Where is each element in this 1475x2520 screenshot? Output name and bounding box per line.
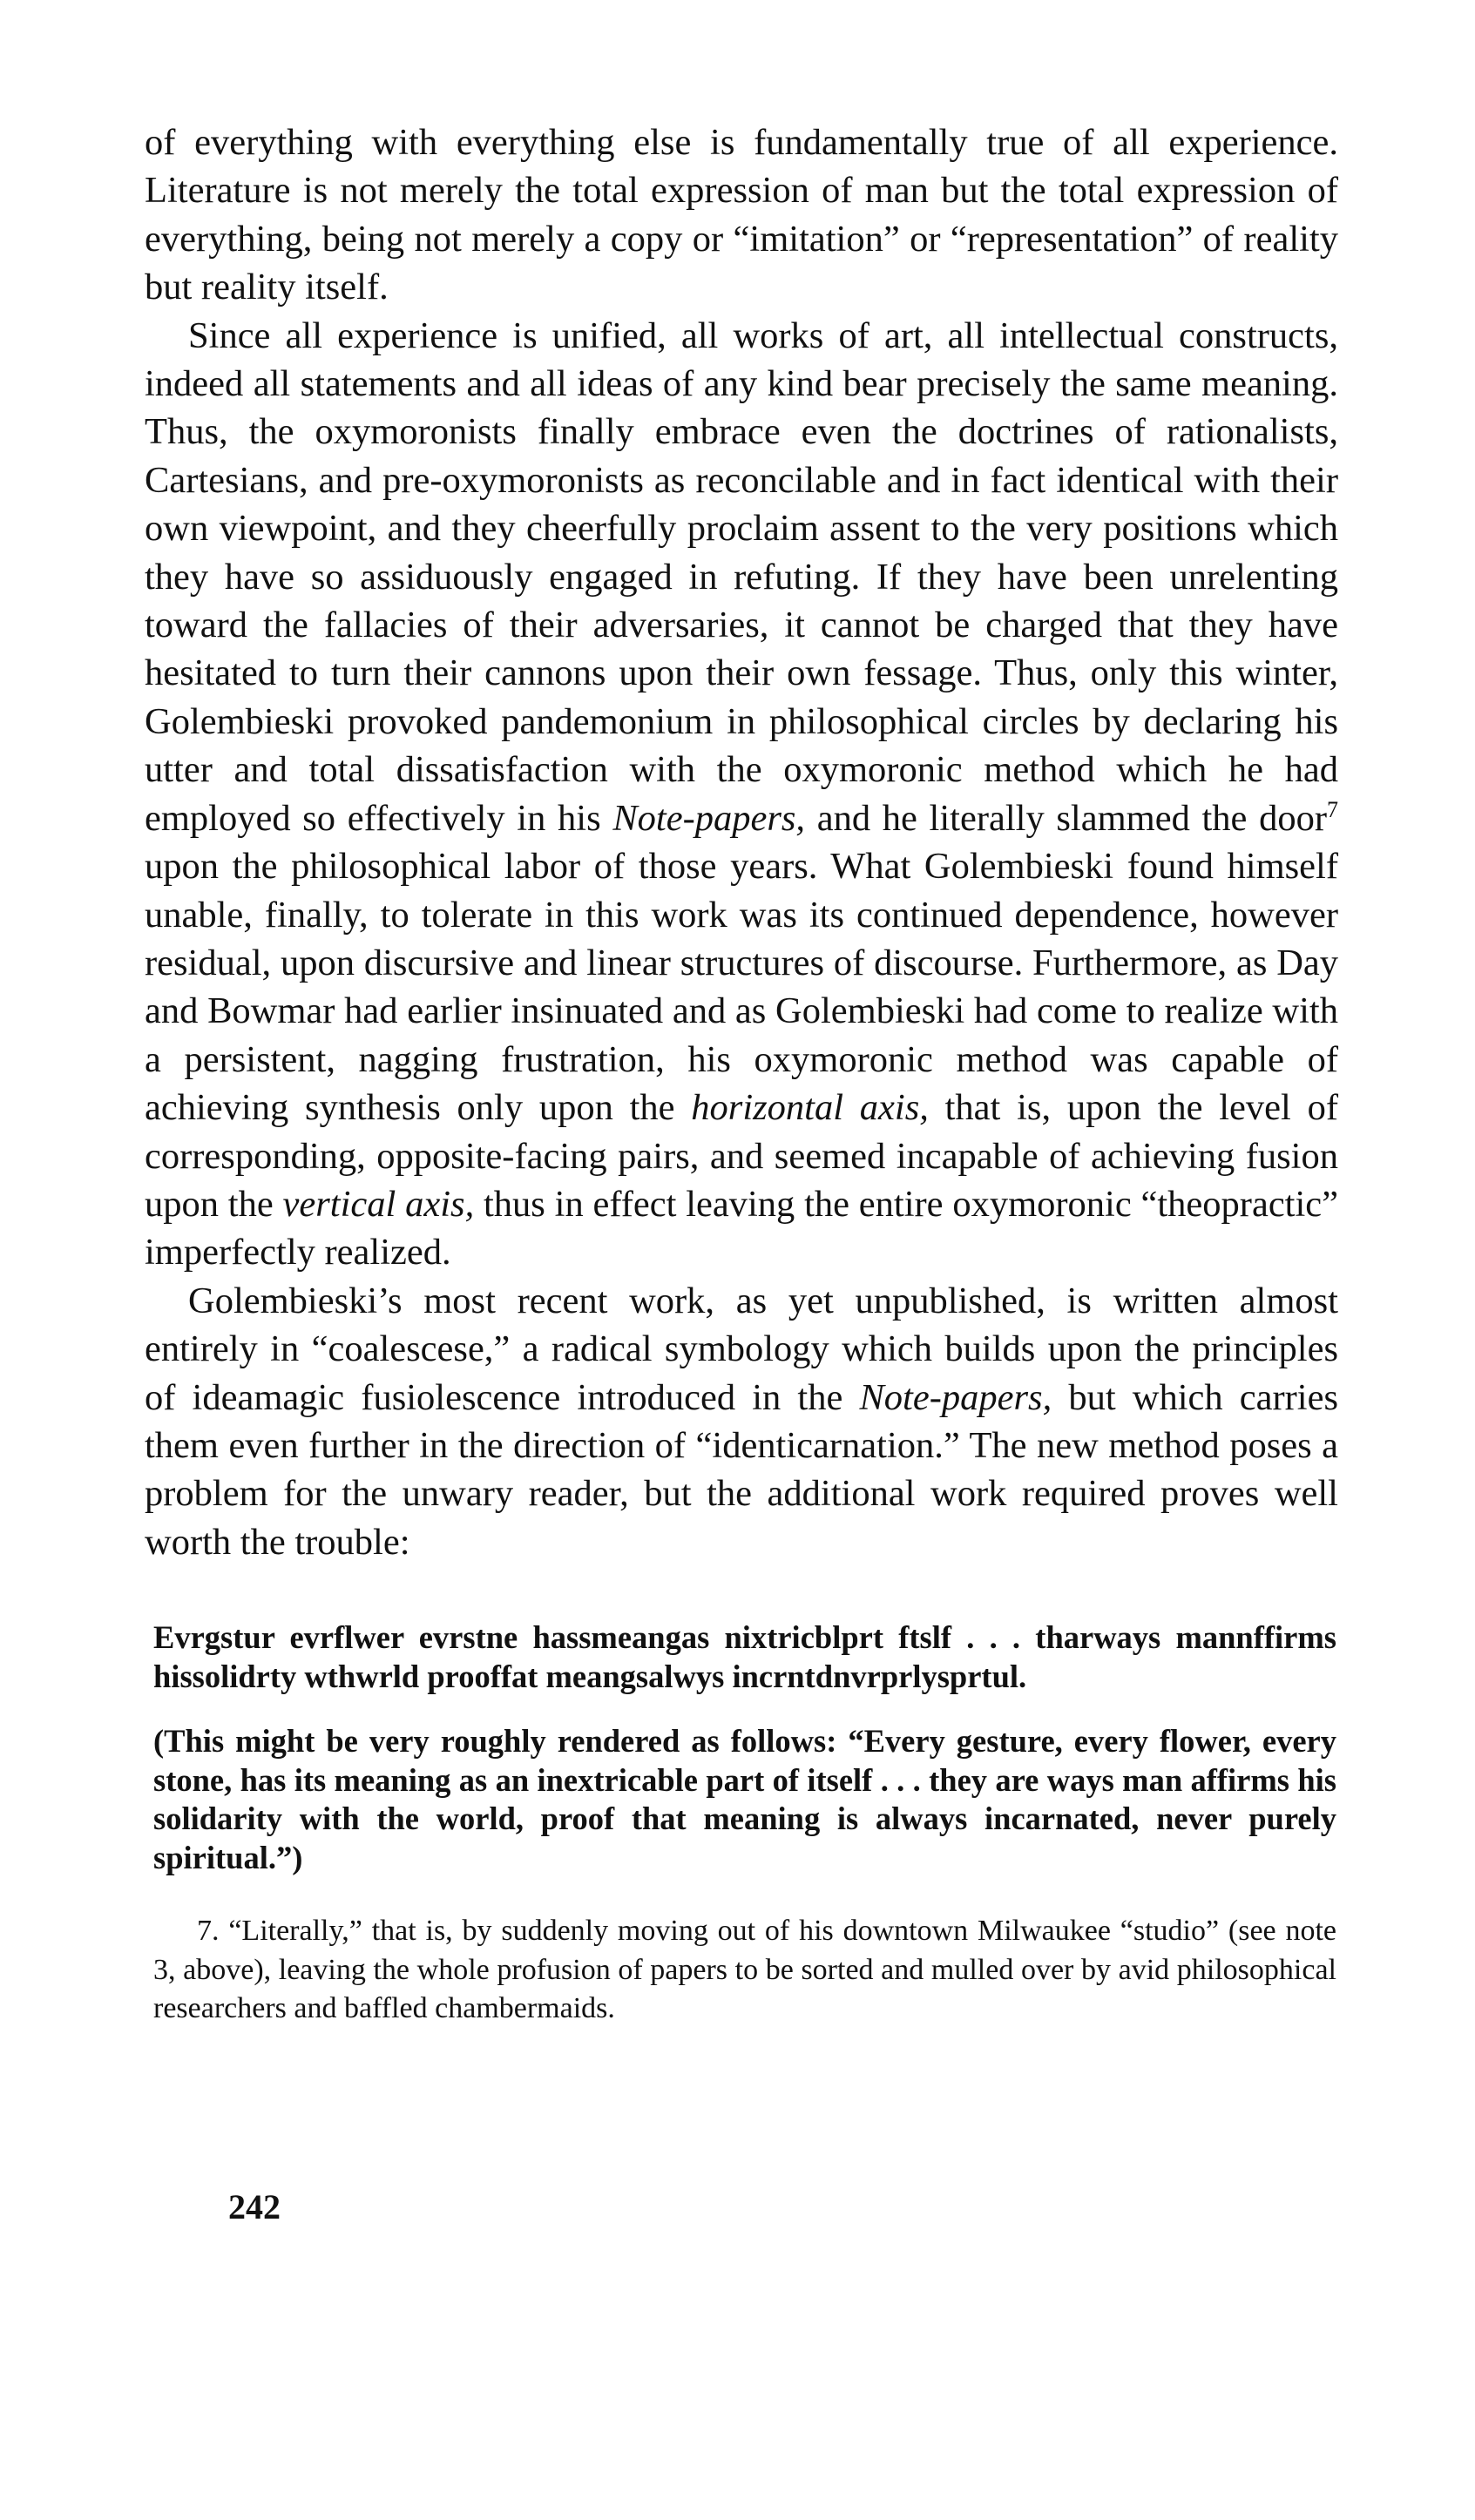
main-text [145,118,1338,1566]
page-body [145,118,1338,2029]
page-number: 242 [228,2187,281,2226]
paragraph-1 [145,118,1338,312]
paragraph-2-text-b: and he literally slammed the door [816,797,1327,839]
vertical-axis-term: vertical axis, [282,1183,475,1225]
paragraph-2 [145,312,1338,1277]
paragraph-2-text-a: Since all experience is unified, all works of art, all intellectual constructs, indeed all statements and all ideas of any kind bear precisely the same meaning. Thus, the oxymoronists finally embrace even the doctrines of rationalists, Cartesians, and pre-oxymoronists as reconcilable and in fact identical with their own viewpoint, and they cheerfully proclaim assent to the very positions which they have so assiduously engaged in refuting. If they have been unrelenting toward the fallacies of their adversaries, it cannot be charged that they have hesitated to turn their cannons upon their own fessage. Thus, only this winter, Golembieski provoked pandemonium in philosophical circles by declaring his utter and total dissatisfaction with the oxymoronic method which he had employed so effectively in his [145,314,1338,839]
paragraph-3-text-a: Golembieski’s most recent work, as yet unpublished, is written almost entirely in “coalescese,” a radical symbology which builds upon the principles of ideamagic fusiolescence introduced in the [145,1280,1338,1418]
footnote-7: 7. “Literally,” that is, by suddenly moving out of his downtown Milwaukee “studio” (see note 3, above), leaving the whole profusion of papers to be sorted and mulled over by avid philosophical researchers and baffled chambermaids. [153,1915,1336,2025]
paragraph-1-text: of everything with everything else is fundamentally true of all experience. Literature is not merely the total expression of man but the total expression of everything, being not merely a copy or “imitation” or “representation” of reality but reality itself. [145,122,1338,308]
horizontal-axis-term: horizontal axis, [691,1087,929,1129]
note-papers-title-2: Note-papers, [859,1376,1052,1418]
paragraph-3 [145,1277,1338,1566]
paragraph-2-text-e: thus in effect leaving the entire oxymoronic “theopractic” imperfectly realized. [145,1183,1339,1274]
paragraph-2-text-d: that is, upon the level of corresponding, opposite-facing pairs, and seemed incapable of achieving fusion upon the [145,1087,1338,1225]
note-papers-title: Note-papers, [612,797,806,839]
rendering-translation: (This might be very roughly rendered as follows: “Every gesture, every flower, every stone, has its meaning as an inextricable part of itself . . . they are ways man affirms his solidarity with the world, proof that meaning is always incarnated, never purely spiritual.”) [153,1723,1336,1875]
coalescese-sample: Evrgstur evrflwer evrstne hassmeangas nixtricblprt ftslf . . . tharways mannffirms hissolidrty wthwrld prooffat meangsalwys incrntdnvrprlysprtul. [153,1619,1336,1694]
paragraph-2-text-c: upon the philosophical labor of those years. What Golembieski found himself unable, finally, to tolerate in this work was its continued dependence, however residual, upon discursive and linear structures of discourse. Furthermore, as Day and Bowmar had earlier insinuated and as Golembieski had come to realize with a persistent, nagging frustration, his oxymoronic method was capable of achieving synthesis only upon the [145,846,1338,1129]
paragraph-3-text-b: but which carries them even further in the direction of “identicarnation.” The new method poses a problem for the unwary reader, but the additional work required proves well worth the trouble: [145,1376,1339,1563]
footnote-reference: 7 [1327,796,1338,822]
